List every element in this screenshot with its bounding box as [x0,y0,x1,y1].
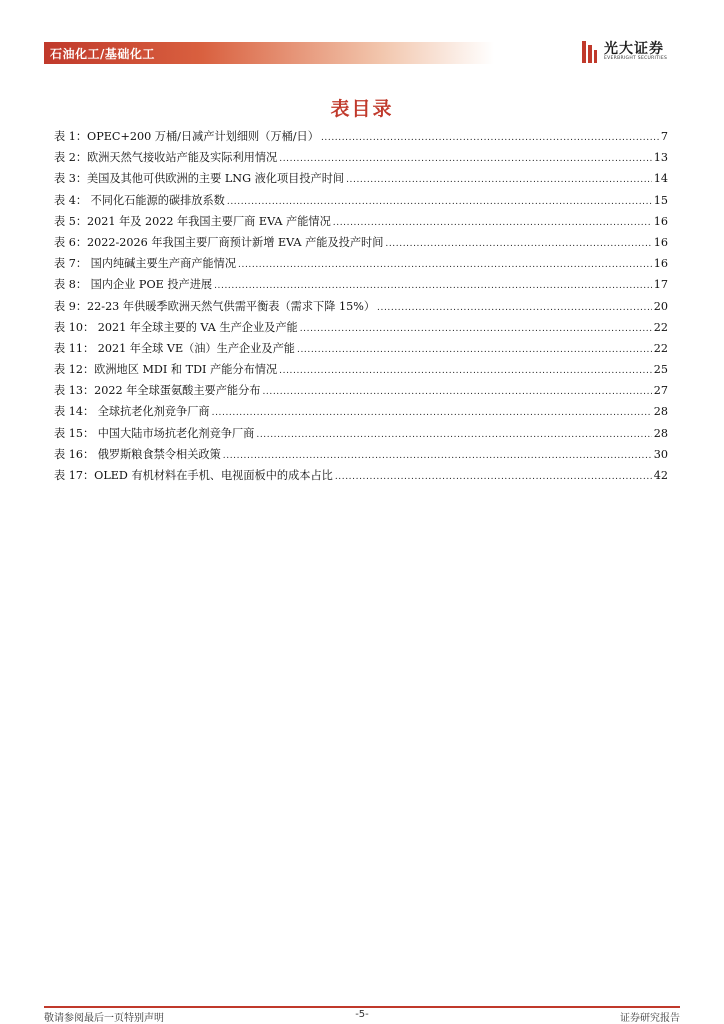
toc-leader-dots [333,218,652,228]
toc-leader-dots [227,197,652,207]
toc-leader-dots [385,239,651,249]
header-band [44,42,494,64]
toc-leader-dots [279,366,652,376]
toc-entry[interactable] [54,319,668,340]
toc-entry-label: 表 9：22-23 年供暖季欧洲天然气供需平衡表（需求下降 15%） [54,299,376,313]
toc-entry-page: 17 [653,278,668,292]
toc-entry[interactable] [54,382,668,403]
page-number: -5- [355,1009,369,1020]
toc-entry-page: 16 [653,214,668,228]
toc-entry-page: 42 [653,469,668,482]
toc-entry-label: 表 13：2022 年全球蛋氨酸主要产能分布 [54,384,261,398]
toc-entry[interactable] [54,446,668,467]
toc-entry[interactable] [54,192,668,213]
toc-entry-label: 表 3：美国及其他可供欧洲的主要 LNG 液化项目投产时间 [54,172,345,186]
toc-leader-dots [223,451,652,461]
toc-leader-dots [238,260,652,270]
toc-entry-label: 表 7： 国内纯碱主要生产商产能情况 [54,257,237,271]
toc-entry-page: 22 [653,341,668,355]
toc-entry-label: 表 11： 2021 年全球 VE（油）生产企业及产能 [54,341,295,355]
toc-entry-page: 15 [653,193,668,207]
toc-entry-page: 22 [653,320,668,334]
toc-entry[interactable] [54,467,668,488]
logo-subtitle: EVERBRIGHT SECURITIES [604,56,668,61]
toc-entry-page: 20 [653,299,668,313]
toc-entry-label: 表 10： 2021 年全球主要的 VA 生产企业及产能 [54,320,298,334]
toc-entry[interactable] [54,340,668,361]
toc-entry-page: 16 [653,235,668,249]
footer-report-type: 证券研究报告 [620,1013,680,1024]
footer-disclaimer: 敬请参阅最后一页特别声明 [44,1013,164,1024]
toc-entry-label: 表 16： 俄罗斯粮食禁令相关政策 [54,447,221,461]
toc-entry-label: 表 1：OPEC+200 万桶/日减产计划细则（万桶/日） [54,130,319,143]
toc-entry[interactable] [54,234,668,255]
toc-entry-label: 表 5：2021 年及 2022 年我国主要厂商 EVA 产能情况 [54,214,331,228]
toc-leader-dots [256,430,651,440]
toc-entry-page: 16 [653,257,668,271]
toc-entry-page: 28 [653,426,668,440]
toc-entry[interactable] [54,298,668,319]
toc-entry-page: 13 [653,151,668,165]
toc-entry-label: 表 4： 不同化石能源的碳排放系数 [54,193,225,207]
page-title: 表目录 [330,98,394,120]
toc-entry[interactable] [54,361,668,382]
toc-entry-page: 25 [653,363,668,377]
toc-leader-dots [279,154,652,164]
toc-leader-dots [297,345,652,355]
toc-leader-dots [212,408,652,418]
toc-entry-label: 表 15： 中国大陆市场抗老化剂竞争厂商 [54,426,255,440]
toc-entry-label: 表 2：欧洲天然气接收站产能及实际利用情况 [54,151,278,165]
toc-entry-page: 7 [660,130,668,143]
toc-entry-label: 表 14： 全球抗老化剂竞争厂商 [54,405,210,419]
toc-entry-label: 表 17：OLED 有机材料在手机、电视面板中的成本占比 [54,469,333,482]
toc-entry-page: 28 [653,405,668,419]
toc-entry-label: 表 6：2022-2026 年我国主要厂商预计新增 EVA 产能及投产时间 [54,235,384,249]
toc-entry[interactable] [54,128,668,149]
toc-entry-page: 30 [653,447,668,461]
toc-leader-dots [300,324,652,334]
toc-entry[interactable] [54,149,668,170]
section-label: 石油化工/基础化工 [50,47,155,61]
toc-entry[interactable] [54,255,668,276]
toc-entry[interactable] [54,403,668,424]
toc-leader-dots [214,281,652,291]
logo-mark-icon [580,39,598,65]
toc-entry-label: 表 8： 国内企业 POE 投产进展 [54,278,213,292]
company-logo [580,38,680,68]
footer-divider [44,1006,680,1008]
logo-name: 光大证券 [604,41,664,57]
toc-leader-dots [321,133,659,143]
table-of-tables [54,128,668,488]
toc-leader-dots [377,303,652,313]
toc-entry-label: 表 12：欧洲地区 MDI 和 TDI 产能分布情况 [54,363,278,377]
toc-entry[interactable] [54,213,668,234]
toc-entry[interactable] [54,170,668,191]
toc-entry[interactable] [54,425,668,446]
toc-leader-dots [335,472,652,482]
toc-entry-page: 27 [653,384,668,398]
toc-leader-dots [346,175,652,185]
toc-entry-page: 14 [653,172,668,186]
toc-entry[interactable] [54,276,668,297]
toc-leader-dots [262,387,651,397]
